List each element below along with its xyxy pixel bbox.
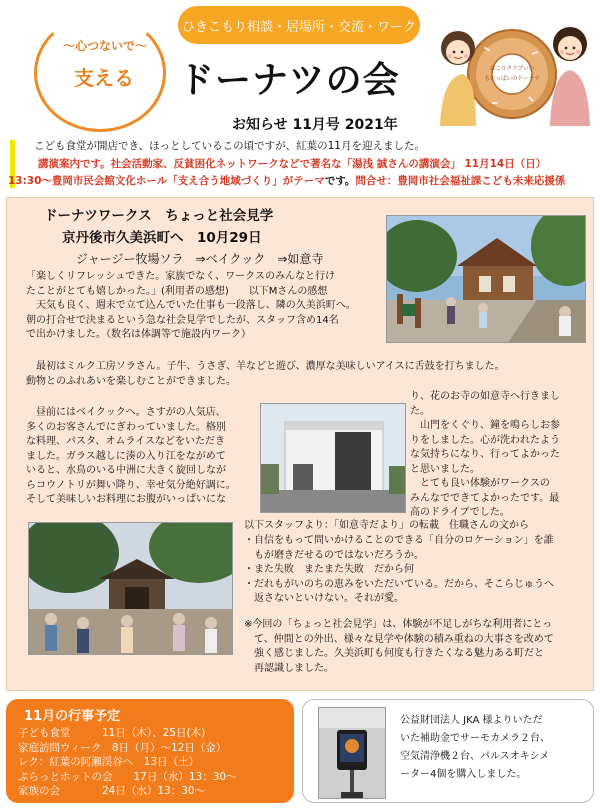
article-paragraph-2 — [26, 360, 586, 389]
quote-line: ・自信をもって問いかけることのできる「自分のロケーション」を誰 — [244, 535, 554, 546]
quote-line: 返さないといけない。それが愛。 — [244, 593, 404, 604]
text-line: と思いました。 — [410, 463, 480, 475]
text-line: 朝の打合せで決まるという急な社会見学でしたが、スタッフ含め14名 — [26, 314, 339, 326]
lecture-line-1: 講演案内です。社会活動家、反貧困化ネットワークなどで著名な「湯浅 誠さんの講演会」 11月14日（日） — [38, 158, 547, 170]
article-paragraph-3 — [26, 406, 256, 508]
text-line: 最初はミルク工房ソラさん。子牛、うさぎ、羊などと遊び、濃厚な美味しいアイスに舌鼓を打ちました。 — [26, 361, 505, 372]
article-heading: ドーナツワークス ちょっと社会見学 — [44, 208, 274, 224]
closing-note — [244, 618, 594, 676]
article-paragraph-4 — [410, 390, 590, 521]
text-line: り、花のお寺の如意寺へ行きまし — [410, 391, 560, 402]
schedule-row: 家庭訪問ウィーク 8日（月）〜12日（金） — [18, 741, 227, 754]
schedule-row: 子ども食堂 11日（木）、25日(木) — [18, 727, 206, 739]
mascot-text-2: もいっぱいのドーナツ — [484, 76, 540, 82]
schedule-box — [6, 699, 294, 803]
text-line: とても良い体験がワークスの — [410, 478, 550, 489]
closing-line: て、仲間との外出、様々な見学や体験の積み重ねの大事さを改めて — [244, 633, 554, 645]
banner — [178, 6, 420, 44]
article-paragraph-1 — [26, 270, 386, 343]
quote-line: ・だれもがいのちの恵みをいただいている。だから、そこらじゅうへ — [244, 578, 554, 590]
text-line: りをしました。心が洗われたよう — [410, 434, 560, 446]
text-line: な料理、パスタ、オムライスなどをいただき — [26, 436, 225, 447]
quote-list — [244, 534, 594, 607]
page-title: ドーナツの会 — [178, 60, 400, 101]
text-line: な気持ちになり、行ってよかった — [410, 449, 560, 460]
schedule-row: 家族の会 24日（水）13：30〜 — [18, 785, 206, 797]
text-line: たことがとても嬉しかった。」(利用者の感想) 以下Mさんの感想 — [26, 285, 328, 297]
slogan-small: 〜心つないで〜 — [62, 39, 147, 53]
donation-line: 空気清浄機２台、パルスオキシメ — [400, 751, 550, 762]
photo-restaurant — [260, 403, 406, 513]
text-line: で出かけました。（数名は体調等で施設内ワーク） — [26, 329, 251, 340]
banner-text: ひきこもり相談・居場所・交流・ワーク — [181, 19, 416, 35]
slogan-big: 支える — [74, 66, 134, 90]
text-line: らコウノトリが舞い降り、幸せ気分絶好調に。 — [26, 479, 236, 491]
intro-text: こども食堂が開店でき、ほっとしているこの頃ですが、紅葉の11月を迎えました。 — [34, 140, 425, 152]
text-line: た。 — [410, 405, 430, 417]
text-line: 多くのお客さんでにぎわっていました。格別 — [26, 421, 226, 433]
mascot-text-1: ほこりクラブいい — [489, 66, 535, 72]
schedule-row: レク：紅葉の阿瀬渓谷へ 13日（土） — [18, 756, 200, 768]
text-line: 昼前にはベイクックへ。さすがの人気店、 — [26, 407, 226, 418]
article-route: ジャージー牧場ソラ ⇒ベイクック ⇒如意寺 — [76, 252, 324, 266]
donation-line: いた補助金でサーモカメラ２台、 — [400, 733, 550, 744]
lecture-line-2-contact: 問合せ：豊岡市社会福祉課こども未来応援係 — [355, 175, 566, 187]
lecture-line-2-red: 13:30〜豊岡市民会館文化ホール「支え合う地域づくり」がテーマ — [8, 175, 325, 187]
closing-line: ※今回の「ちょっと社会見学」は、体験が不足しがちな利用者にとっ — [244, 619, 553, 630]
mascot-illustration — [432, 8, 594, 126]
photo-farm — [386, 215, 586, 343]
text-line: そして美味しいお料理にお腹がいっぱいにな — [26, 494, 226, 505]
photo-thermal-camera — [318, 707, 386, 799]
quote-line: もが磨きだせるのではないだろうか。 — [244, 549, 424, 561]
closing-line: 再認識しました。 — [244, 662, 334, 674]
schedule-row: ぷらっとホットの会 17日（水）13：30〜 — [18, 770, 237, 783]
article-subheading: 京丹後市久美浜町へ 10月29日 — [62, 230, 262, 246]
text-line: いると、水鳥のいる中洲に大きく旋回しなが — [26, 465, 226, 476]
text-line: 高のドライブでした。 — [410, 507, 510, 518]
text-line: みんなでできてよかったです。最 — [410, 492, 560, 504]
donation-line: ーター4個を購入しました。 — [400, 769, 527, 780]
closing-line: 強く感じました。久美浜町も何度も行きたくなる魅力ある町だと — [244, 648, 544, 659]
photo-temple — [28, 522, 233, 655]
staff-heading: 以下スタッフより：「如意寺だより」の転載 住職さんの文から — [244, 520, 529, 531]
text-line: 動物とのふれあいを楽しむことができました。 — [26, 375, 236, 387]
lecture-line-2 — [8, 173, 600, 188]
text-line: 天気も良く、週末で立て込んでいた仕事も一段落し、隣の久美浜町へ。 — [26, 300, 356, 311]
text-line: ました。ガラス越しに湊の入り江をながめて — [26, 450, 226, 462]
donation-line: 公益財団法人 JKA 様よりいただ — [400, 715, 543, 726]
schedule-title: 11月の行事予定 — [24, 709, 121, 724]
issue-label: お知らせ 11月号 2021年 — [232, 117, 398, 133]
quote-line: ・また失敗 またまた失敗 だから何 — [244, 564, 414, 575]
text-line: 「楽しくリフレッシュできた。家族でなく、ワークスのみんなと行け — [26, 271, 335, 282]
donation-text — [400, 712, 590, 784]
lecture-line-2-black: です。 — [324, 175, 356, 187]
text-line: 山門をくぐり、鐘を鳴らしお参 — [410, 420, 560, 431]
